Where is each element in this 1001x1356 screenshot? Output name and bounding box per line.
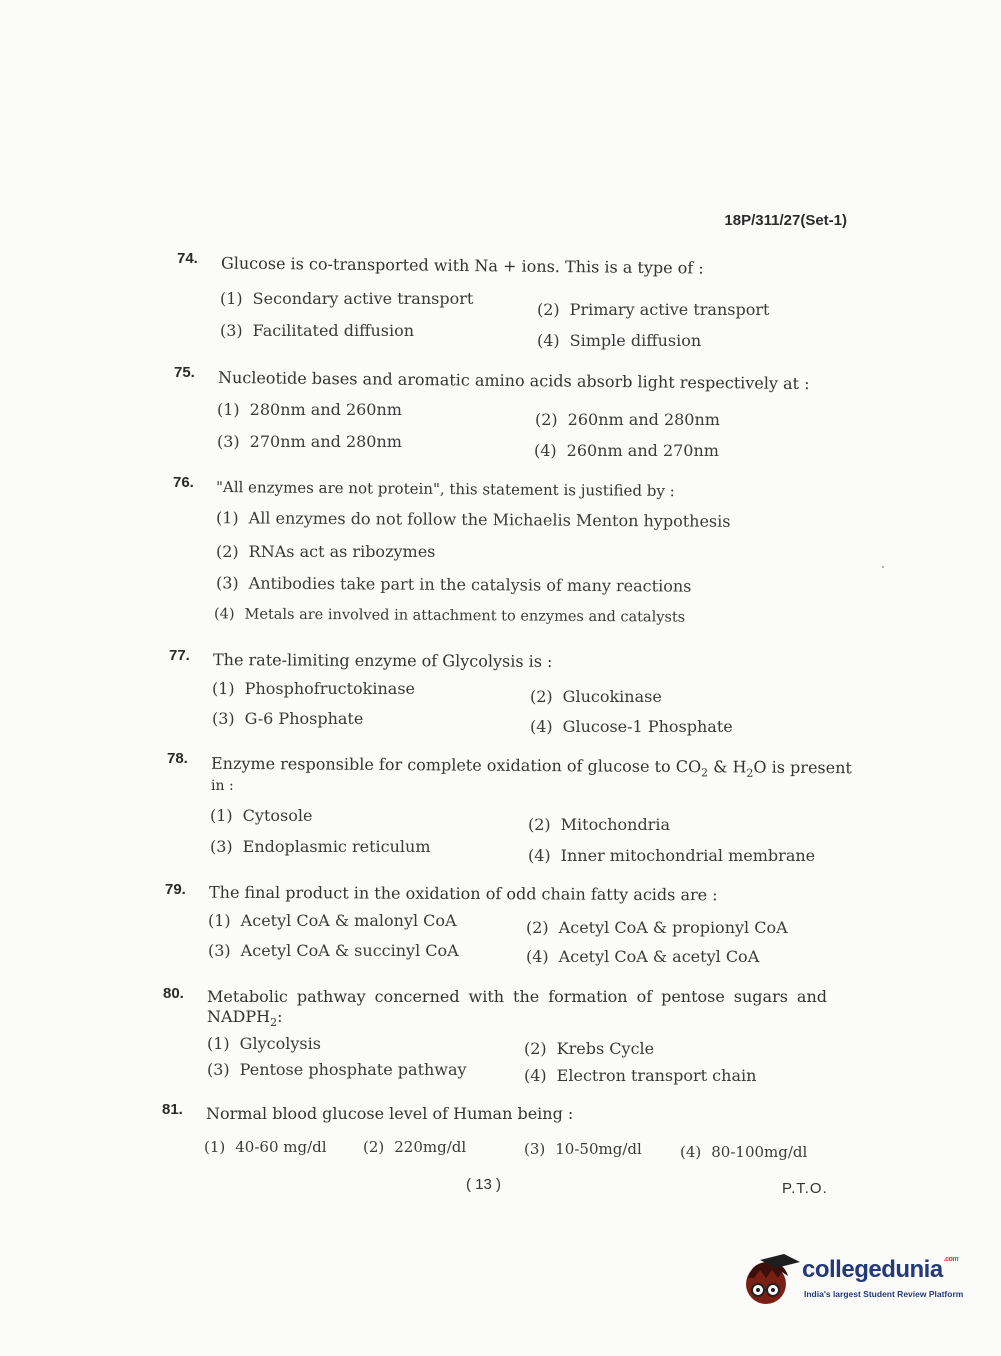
option-number: (3) bbox=[212, 709, 235, 728]
question-number: 80. bbox=[163, 985, 184, 1002]
question-stem: The rate-limiting enzyme of Glycolysis is : bbox=[212, 650, 553, 671]
question-stem: Metabolic pathway concerned with the formation of pentose sugars and bbox=[207, 987, 827, 1006]
option-3 bbox=[220, 321, 414, 340]
option-2 bbox=[526, 918, 788, 937]
option-4 bbox=[534, 441, 719, 460]
option-text: Facilitated diffusion bbox=[252, 321, 415, 340]
option-text: Glycolysis bbox=[239, 1034, 321, 1053]
option-number: (2) bbox=[530, 687, 553, 706]
question-number: 79. bbox=[165, 881, 186, 898]
pto-label: P.T.O. bbox=[782, 1180, 828, 1197]
option-1 bbox=[217, 400, 402, 419]
option-text: 270nm and 280nm bbox=[249, 432, 402, 451]
option-3 bbox=[208, 941, 459, 960]
question-number: 78. bbox=[167, 750, 188, 767]
option-number: (1) bbox=[204, 1138, 226, 1156]
question-number: 75. bbox=[174, 364, 195, 381]
option-2 bbox=[363, 1138, 466, 1156]
option-number: (2) bbox=[216, 542, 239, 561]
option-text: Cytosole bbox=[242, 806, 313, 825]
option-number: (4) bbox=[680, 1143, 702, 1161]
brand-name: collegedunia$^{.com}$ bbox=[802, 1256, 959, 1283]
option-1 bbox=[208, 911, 457, 930]
option-text: Phosphofructokinase bbox=[244, 679, 415, 698]
option-4 bbox=[537, 331, 701, 350]
option-1 bbox=[216, 508, 731, 531]
option-3 bbox=[524, 1140, 642, 1158]
option-3 bbox=[212, 709, 363, 728]
option-number: (3) bbox=[217, 432, 240, 451]
option-number: (4) bbox=[524, 1066, 547, 1085]
option-text: 40-60 mg/dl bbox=[235, 1138, 327, 1156]
question-stem-continued: in : bbox=[211, 778, 234, 794]
question-stem: Normal blood glucose level of Human being : bbox=[206, 1104, 574, 1123]
option-1 bbox=[204, 1138, 327, 1156]
option-2 bbox=[524, 1039, 654, 1058]
paper-code: 18P/311/27(Set-1) bbox=[724, 212, 847, 229]
option-number: (1) bbox=[212, 679, 235, 698]
option-text: Primary active transport bbox=[569, 300, 770, 319]
option-text: All enzymes do not follow the Michaelis Menton hypothesis bbox=[248, 508, 731, 531]
option-text: Inner mitochondrial membrane bbox=[560, 846, 816, 865]
option-2 bbox=[216, 542, 435, 561]
option-text: Metals are involved in attachment to enzymes and catalysts bbox=[244, 606, 686, 626]
option-3 bbox=[216, 573, 692, 595]
option-number: (2) bbox=[524, 1039, 547, 1058]
option-text: 220mg/dl bbox=[394, 1138, 467, 1156]
option-text: Pentose phosphate pathway bbox=[239, 1060, 467, 1079]
option-number: (1) bbox=[220, 289, 243, 308]
option-text: G-6 Phosphate bbox=[244, 709, 364, 728]
option-text: Glucokinase bbox=[562, 687, 662, 706]
option-number: (4) bbox=[534, 441, 557, 460]
question-stem: Enzyme responsible for complete oxidation of glucose to $CO_2$ & $H_2O$ is present bbox=[210, 753, 852, 780]
option-number: (3) bbox=[208, 941, 231, 960]
option-number: (4) bbox=[528, 846, 551, 865]
option-2 bbox=[535, 410, 720, 429]
option-number: (3) bbox=[524, 1140, 546, 1158]
option-4 bbox=[526, 947, 759, 966]
option-3 bbox=[207, 1060, 467, 1079]
option-text: Endoplasmic reticulum bbox=[242, 837, 431, 856]
option-text: 260nm and 280nm bbox=[567, 410, 720, 429]
option-number: (1) bbox=[215, 508, 239, 528]
option-3 bbox=[217, 432, 402, 451]
question-stem: "All enzymes are not protein", this statement is justified by : bbox=[215, 477, 675, 501]
option-text: Acetyl CoA & acetyl CoA bbox=[558, 947, 760, 966]
option-text: Antibodies take part in the catalysis of many reactions bbox=[248, 573, 692, 596]
question-stem: Nucleotide bases and aromatic amino acids absorb light respectively at : bbox=[217, 367, 810, 394]
question-number: 74. bbox=[177, 250, 198, 267]
scan-speck bbox=[882, 566, 884, 568]
question-number: 77. bbox=[169, 647, 190, 664]
page-number: ( 13 ) bbox=[466, 1176, 502, 1193]
option-number: (3) bbox=[207, 1060, 230, 1079]
question-number: 81. bbox=[162, 1101, 183, 1118]
option-number: (2) bbox=[363, 1138, 385, 1156]
option-number: (4) bbox=[537, 331, 560, 350]
option-text: 260nm and 270nm bbox=[566, 441, 719, 460]
option-number: (3) bbox=[220, 321, 243, 340]
option-text: RNAs act as ribozymes bbox=[248, 542, 436, 561]
option-number: (4) bbox=[530, 717, 553, 736]
option-3 bbox=[210, 837, 431, 856]
option-text: Acetyl CoA & malonyl CoA bbox=[240, 911, 457, 930]
option-number: (3) bbox=[215, 573, 239, 593]
option-text: Krebs Cycle bbox=[556, 1039, 655, 1058]
option-number: (2) bbox=[537, 300, 560, 319]
option-2 bbox=[530, 687, 662, 706]
option-1 bbox=[207, 1034, 321, 1053]
option-number: (2) bbox=[526, 918, 549, 937]
option-2 bbox=[537, 300, 769, 319]
option-1 bbox=[210, 806, 312, 825]
option-number: (1) bbox=[208, 911, 231, 930]
question-number: 76. bbox=[173, 474, 194, 491]
option-4 bbox=[528, 846, 815, 865]
option-4 bbox=[524, 1066, 756, 1085]
option-text: Acetyl CoA & succinyl CoA bbox=[240, 941, 459, 960]
option-2 bbox=[528, 815, 670, 834]
option-4 bbox=[680, 1143, 807, 1161]
option-text: 10-50mg/dl bbox=[555, 1140, 642, 1158]
question-stem: Glucose is co-transported with Na + ions. This is a type of : bbox=[220, 253, 704, 278]
option-text: 80-100mg/dl bbox=[711, 1143, 808, 1161]
option-number: (2) bbox=[535, 410, 558, 429]
option-number: (1) bbox=[210, 806, 233, 825]
option-text: Secondary active transport bbox=[252, 289, 474, 308]
option-number: (4) bbox=[526, 947, 549, 966]
option-number: (4) bbox=[213, 606, 235, 623]
option-number: (3) bbox=[210, 837, 233, 856]
option-number: (2) bbox=[528, 815, 551, 834]
option-text: Simple diffusion bbox=[569, 331, 702, 350]
option-4 bbox=[214, 606, 685, 625]
option-1 bbox=[212, 679, 415, 698]
question-stem-continued: $NADPH_2$: bbox=[207, 1007, 283, 1030]
brand-tagline: India's largest Student Review Platform bbox=[804, 1289, 964, 1299]
collegedunia-logo bbox=[742, 1250, 972, 1310]
option-text: Acetyl CoA & propionyl CoA bbox=[558, 918, 788, 937]
option-number: (1) bbox=[217, 400, 240, 419]
option-text: Mitochondria bbox=[560, 815, 670, 834]
question-stem: The final product in the oxidation of odd chain fatty acids are : bbox=[208, 882, 718, 905]
option-4 bbox=[530, 717, 733, 736]
option-text: 280nm and 260nm bbox=[249, 400, 402, 419]
option-number: (1) bbox=[207, 1034, 230, 1053]
option-text: Glucose-1 Phosphate bbox=[562, 717, 733, 736]
mascot-icon bbox=[742, 1250, 800, 1310]
option-text: Electron transport chain bbox=[556, 1066, 757, 1085]
option-1 bbox=[220, 289, 473, 308]
